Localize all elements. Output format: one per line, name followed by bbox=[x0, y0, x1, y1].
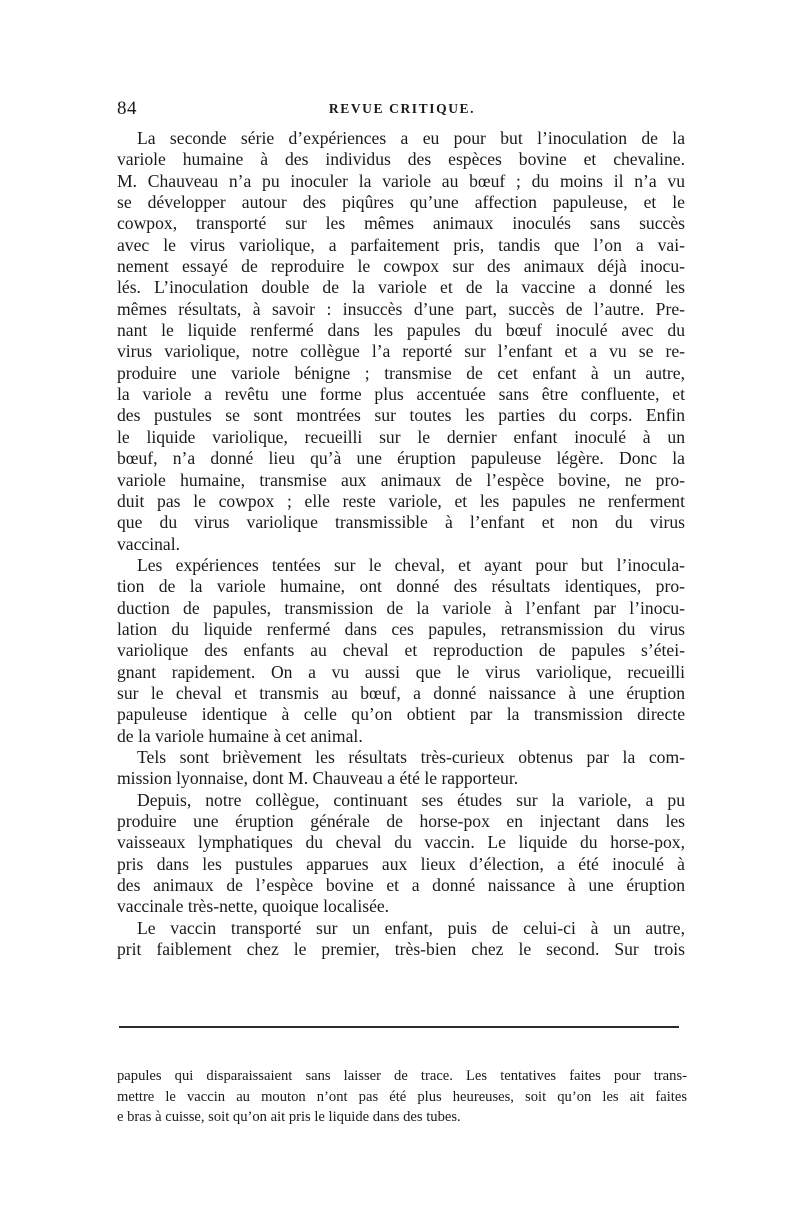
text-line: La seconde série d’expériences a eu pour but l’inoculation de la bbox=[137, 128, 685, 148]
text-line: avec le virus variolique, a parfaitement pris, tandis que l’on a vai- bbox=[117, 234, 685, 255]
text-line: Les expériences tentées sur le cheval, et ayant pour but l’inocula- bbox=[137, 554, 685, 575]
text-line: Depuis, notre collègue, continuant ses études sur la variole, a pu bbox=[137, 789, 685, 810]
text-line: sur le cheval et transmis au bœuf, a donné naissance à une éruption bbox=[117, 682, 685, 703]
text-line: le liquide variolique, recueilli sur le dernier enfant inoculé à un bbox=[117, 426, 685, 447]
text-line: variole humaine, transmise aux animaux de l’espèce bovine, ne pro- bbox=[117, 469, 685, 490]
text-line: se développer autour des piqûres qu’une affection papuleuse, et le bbox=[117, 192, 685, 213]
text-line: vaccinal. bbox=[117, 533, 181, 554]
text-line: que du virus variolique transmissible à l’enfant et non du virus bbox=[117, 512, 685, 533]
text-line: mission lyonnaise, dont M. Chauveau a été le rapporteur. bbox=[117, 768, 519, 789]
text-line: vaccinale très-nette, quoique localisée. bbox=[117, 896, 390, 917]
footnote-separator-rule bbox=[119, 1026, 679, 1028]
text-line: vaisseaux lymphatiques du cheval du vaccin. Le liquide du horse-pox, bbox=[117, 832, 685, 853]
text-line: lés. L’inoculation double de la variole et de la vaccine a donné les bbox=[117, 277, 685, 298]
text-line: duit pas le cowpox ; elle reste variole, et les papules ne renferment bbox=[117, 490, 685, 511]
page-header bbox=[117, 98, 687, 122]
running-title: REVUE CRITIQUE. bbox=[328, 101, 476, 116]
text-line: gnant rapidement. On a vu aussi que le virus variolique, recueilli bbox=[117, 661, 685, 682]
text-line: bœuf, n’a donné lieu qu’à une éruption papuleuse légère. Donc la bbox=[117, 448, 685, 469]
text-line: des pustules se sont montrées sur toutes les parties du corps. Enfin bbox=[117, 405, 685, 426]
main-text bbox=[117, 128, 685, 960]
page-number: 84 bbox=[117, 98, 137, 119]
text-line: la variole a revêtu une forme plus accentuée sans être confluente, et bbox=[117, 384, 685, 405]
text-line: mêmes résultats, à savoir : insuccès d’une part, succès de l’autre. Pre- bbox=[117, 298, 685, 319]
footnote-line: mettre le vaccin au mouton n’ont pas été plus heureuses, soit qu’on les ait faites bbox=[117, 1088, 687, 1105]
text-line: M. Chauveau n’a pu inoculer la variole au bœuf ; du moins il n’a vu bbox=[117, 170, 685, 191]
text-line: papuleuse identique à celle qu’on obtient par la transmission directe bbox=[117, 704, 685, 725]
text-line: nement essayé de reproduire le cowpox sur des animaux déjà inocu- bbox=[117, 256, 685, 277]
text-line: cowpox, transporté sur les mêmes animaux inoculés sans succès bbox=[117, 213, 685, 234]
text-line: lation du liquide renfermé dans ces papules, retransmission du virus bbox=[117, 618, 685, 639]
text-line: Tels sont brièvement les résultats très-curieux obtenus par la com- bbox=[137, 746, 685, 767]
footnote-line: e bras à cuisse, soit qu’on ait pris le liquide dans des tubes. bbox=[117, 1109, 461, 1125]
text-line: des animaux de l’espèce bovine et a donné naissance à une éruption bbox=[117, 875, 685, 896]
text-line: Le vaccin transporté sur un enfant, puis de celui-ci à un autre, bbox=[137, 917, 685, 938]
text-line: duction de papules, transmission de la variole à l’enfant par l’inocu- bbox=[117, 597, 685, 618]
footnote bbox=[117, 1066, 687, 1128]
text-line: virus variolique, notre collègue l’a reporté sur l’enfant et a vu se re- bbox=[117, 341, 685, 362]
text-line: de la variole humaine à cet animal. bbox=[117, 725, 363, 746]
footnote-line: papules qui disparaissaient sans laisser de trace. Les tentatives faites pour trans- bbox=[117, 1068, 687, 1084]
text-line: produire une variole bénigne ; transmise de cet enfant à un autre, bbox=[117, 362, 685, 383]
text-line: pris dans les pustules apparues aux lieux d’élection, a été inoculé à bbox=[117, 853, 685, 874]
text-line: tion de la variole humaine, ont donné des résultats identiques, pro- bbox=[117, 576, 685, 597]
text-line: variole humaine à des individus des espèces bovine et chevaline. bbox=[117, 149, 685, 170]
text-line: nant le liquide renfermé dans les papules du bœuf inoculé avec du bbox=[117, 320, 685, 341]
text-line: variolique des enfants au cheval et reproduction de papules s’étei- bbox=[117, 640, 685, 661]
text-line: produire une éruption générale de horse-pox en injectant dans les bbox=[117, 811, 685, 831]
text-line: prit faiblement chez le premier, très-bien chez le second. Sur trois bbox=[117, 939, 685, 960]
